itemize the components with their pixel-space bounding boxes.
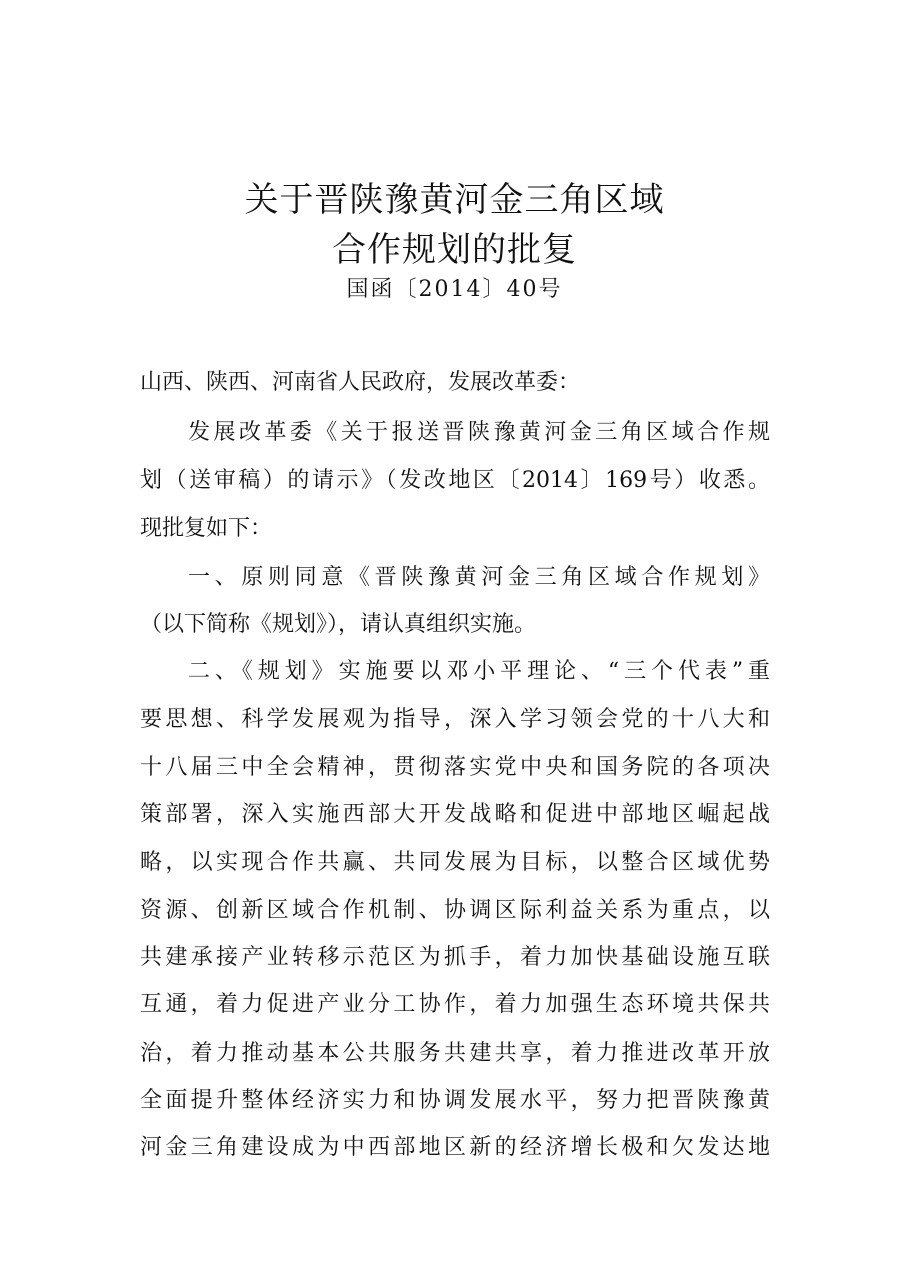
- body-line: 十八届三中全会精神，贯彻落实党中央和国务院的各项决: [140, 755, 770, 780]
- document-number: 国函〔2014〕40号: [346, 277, 563, 302]
- body-line: 策部署，深入实施西部大开发战略和促进中部地区崛起战: [140, 802, 770, 827]
- body-line: 河金三角建设成为中西部地区新的经济增长极和欠发达地: [140, 1135, 770, 1160]
- body-line: 现批复如下：: [140, 516, 273, 541]
- salutation: 山西、陕西、河南省人民政府，发展改革委：: [140, 370, 581, 395]
- document-title-line-1: 关于晋陕豫黄河金三角区域: [244, 180, 665, 220]
- body-line: 略，以实现合作共赢、共同发展为目标，以整合区域优势: [140, 850, 770, 875]
- body-line: 治，着力推动基本公共服务共建共享，着力推进改革开放: [140, 1041, 770, 1066]
- document-title-line-2: 合作规划的批复: [332, 230, 577, 270]
- body-line: 要思想、科学发展观为指导，深入学习领会党的十八大和: [140, 707, 770, 732]
- body-line: （以下简称《规划》），请认真组织实施。: [140, 612, 537, 637]
- body-line: 划（送审稿）的请示》（发改地区〔2014〕169号）收悉。: [140, 468, 770, 493]
- body-line: 资源、创新区域合作机制、协调区际利益关系为重点，以: [140, 898, 770, 923]
- body-line: 一、原则同意《晋陕豫黄河金三角区域合作规划》: [188, 565, 770, 590]
- body-line: 二、《规划》实施要以邓小平理论、“三个代表”重: [188, 659, 770, 684]
- body-line: 互通，着力促进产业分工协作，着力加强生态环境共保共: [140, 992, 770, 1017]
- body-line: 全面提升整体经济实力和协调发展水平，努力把晋陕豫黄: [140, 1088, 770, 1113]
- body-line: 发展改革委《关于报送晋陕豫黄河金三角区域合作规: [188, 420, 770, 445]
- body-line: 共建承接产业转移示范区为抓手，着力加快基础设施互联: [140, 945, 770, 970]
